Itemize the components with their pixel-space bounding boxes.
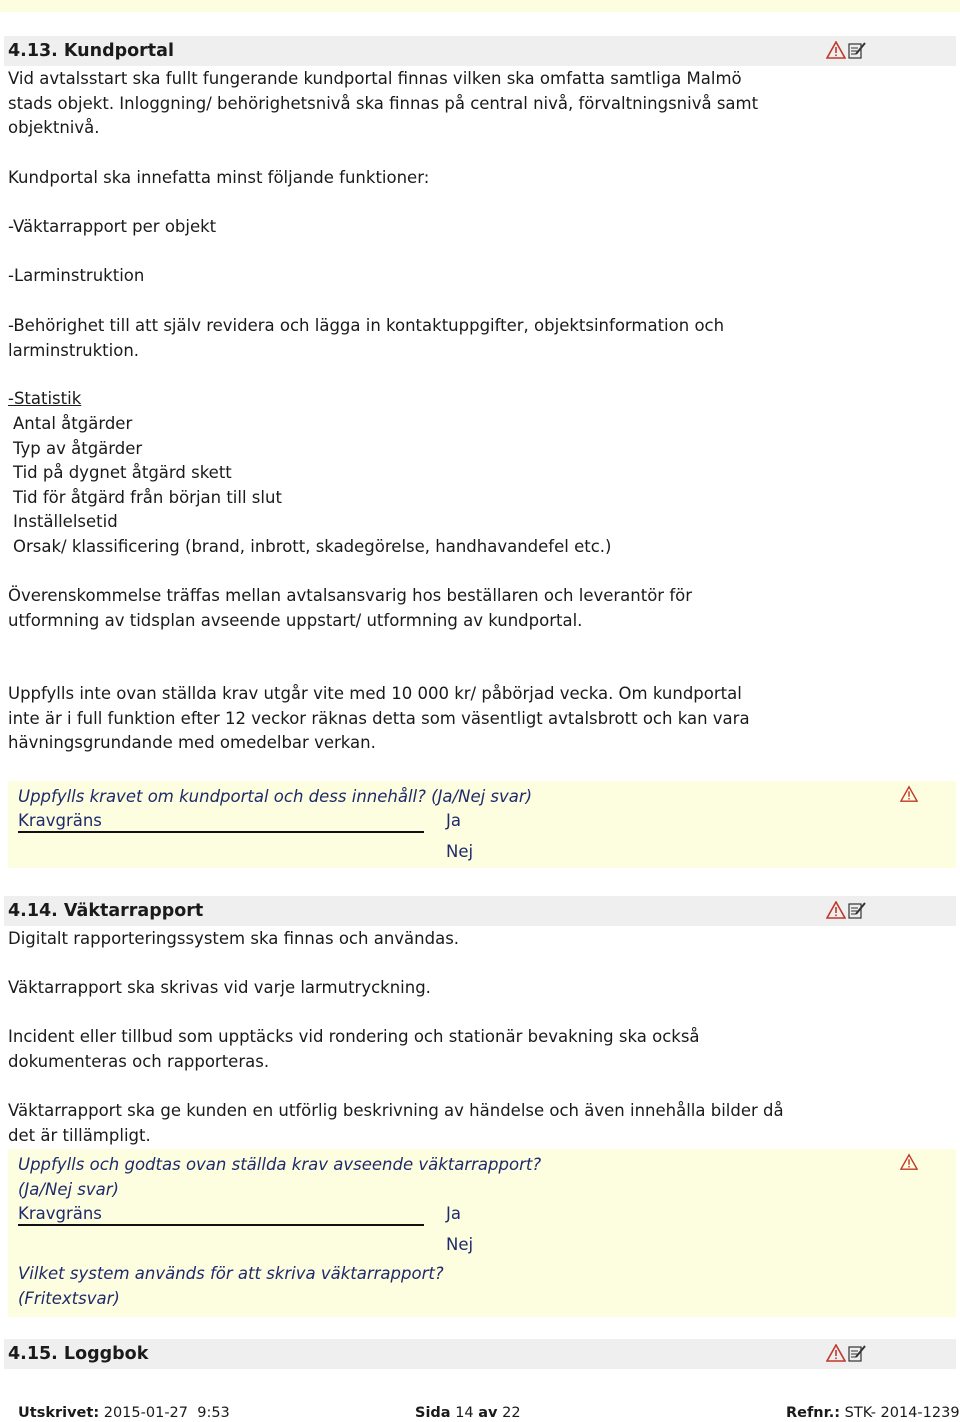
text-line: Vid avtalsstart ska fullt fungerande kundportal finnas vilken ska omfatta samtliga Malmö [8,69,742,88]
warning-icon[interactable] [826,901,846,919]
ref-value: STK- 2014-1239 [844,1405,960,1421]
paragraph [8,584,808,633]
answer-option-no[interactable]: Nej [446,1235,474,1254]
heading-icons [826,41,866,61]
warning-icon[interactable] [900,1153,918,1171]
text-line: -Behörighet till att själv revidera och lägga in kontaktuppgifter, objektsinformation och [8,316,725,335]
heading-text: 4.15. Loggbok [8,1344,149,1364]
list-item: Typ av åtgärder [13,438,143,458]
text-line: Incident eller tillbud som upptäcks vid rondering och stationär bevakning ska också [8,1027,700,1046]
krav-label: Kravgräns [18,811,102,830]
answer-option-no[interactable]: Nej [446,842,474,861]
text-line: (Ja/Nej svar) [18,1179,119,1199]
list-item: Inställelsetid [13,512,118,532]
edit-icon[interactable] [848,41,866,59]
question-box [8,1149,956,1317]
text-line: stads objekt. Inloggning/ behörighetsnivå ska finnas på central nivå, förvaltningsnivå samt [8,93,759,113]
ref-label: Refnr.: [786,1405,841,1421]
text-line: Uppfylls och godtas ovan ställda krav avseende väktarrapport? [18,1155,542,1174]
page-label: Sida [415,1405,451,1421]
footer-page [415,1404,521,1422]
statistics-title: -Statistik [8,389,82,408]
printed-value: 2015-01-27 9:53 [103,1405,230,1421]
page-of: av [478,1405,498,1421]
list-item: Antal åtgärder [13,414,133,433]
answer-option-yes[interactable]: Ja [446,811,461,830]
warning-icon[interactable] [900,785,918,803]
list-item [8,314,808,363]
section-heading-4-14 [4,896,956,926]
paragraph [8,1099,808,1148]
free-text-question [18,1262,444,1311]
paragraph [8,67,808,141]
heading-icons [826,1344,866,1364]
text-line: objektnivå. [8,118,100,138]
text-line: dokumenteras och rapporteras. [8,1051,270,1071]
krav-label: Kravgräns [18,1204,102,1223]
text-line: Väktarrapport ska ge kunden en utförlig beskrivning av händelse och även innehålla bilder då [8,1101,784,1120]
text-line: det är tillämpligt. [8,1125,151,1145]
text-line: Överenskommelse träffas mellan avtalsansvarig hos beställaren och leverantör för [8,586,693,605]
paragraph: Väktarrapport ska skrivas vid varje larmutryckning. [8,978,431,997]
warning-icon[interactable] [826,1344,846,1362]
question-text: Uppfylls kravet om kundportal och dess innehåll? (Ja/Nej svar) [18,787,533,806]
text-line: Uppfylls inte ovan ställda krav utgår vite med 10 000 kr/ påbörjad vecka. Om kundportal [8,684,742,703]
text-line: (Fritextsvar) [18,1288,120,1308]
section-heading-4-15 [4,1339,956,1369]
text-line: hävningsgrundande med omedelbar verkan. [8,733,376,753]
heading-text: 4.14. Väktarrapport [8,901,204,921]
list-item: -Väktarrapport per objekt [8,217,217,236]
edit-icon[interactable] [848,1344,866,1362]
paragraph: Kundportal ska innefatta minst följande funktioner: [8,168,430,187]
paragraph: Digitalt rapporteringssystem ska finnas och användas. [8,929,460,948]
section-heading-4-13 [4,36,956,66]
warning-icon[interactable] [826,41,846,59]
answer-line[interactable] [18,831,424,833]
paragraph [8,1025,808,1074]
heading-icons [826,901,866,921]
printed-label: Utskrivet: [18,1405,100,1421]
top-band [0,0,960,12]
question-text [18,1153,541,1202]
list-item: -Larminstruktion [8,266,145,285]
page-current: 14 [455,1405,474,1421]
page-total: 22 [502,1405,521,1421]
statistics-list [13,412,813,560]
paragraph [8,682,808,756]
list-item: Orsak/ klassificering (brand, inbrott, skadegörelse, handhavandefel etc.) [13,536,612,556]
answer-line[interactable] [18,1224,424,1226]
heading-text: 4.13. Kundportal [8,41,174,61]
text-line: inte är i full funktion efter 12 veckor räknas detta som väsentligt avtalsbrott och kan vara [8,708,750,728]
question-box [8,781,956,868]
footer-ref [786,1404,960,1422]
answer-option-yes[interactable]: Ja [446,1204,461,1223]
list-item: Tid på dygnet åtgärd skett [13,463,232,483]
text-line: Vilket system används för att skriva väktarrapport? [18,1264,444,1283]
footer-printed [18,1404,230,1422]
edit-icon[interactable] [848,901,866,919]
text-line: utformning av tidsplan avseende uppstart/ utformning av kundportal. [8,610,583,630]
text-line: larminstruktion. [8,340,140,360]
list-item: Tid för åtgärd från början till slut [13,487,282,507]
